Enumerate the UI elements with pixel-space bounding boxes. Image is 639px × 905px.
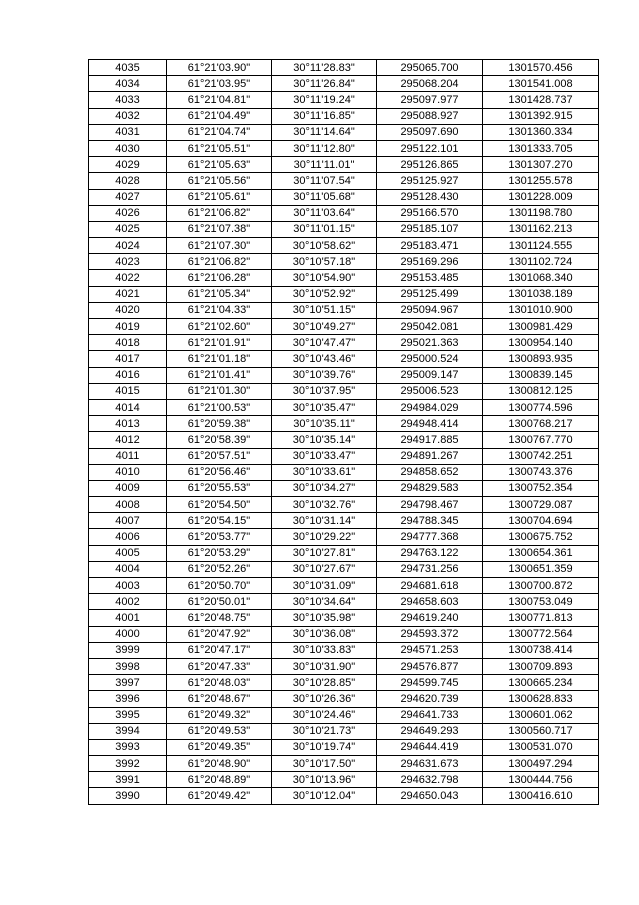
x-coordinate-cell: 295125.927 [377, 173, 483, 189]
y-coordinate-cell: 1300839.145 [483, 367, 599, 383]
latitude-cell: 61°21'05.56" [167, 173, 272, 189]
point-number-cell: 3992 [89, 756, 167, 772]
point-number-cell: 4000 [89, 626, 167, 642]
longitude-cell: 30°10'31.09" [272, 578, 377, 594]
latitude-cell: 61°20'53.29" [167, 545, 272, 561]
longitude-cell: 30°10'31.90" [272, 658, 377, 674]
y-coordinate-cell: 1300654.361 [483, 545, 599, 561]
longitude-cell: 30°10'35.11" [272, 416, 377, 432]
latitude-cell: 61°21'06.82" [167, 205, 272, 221]
point-number-cell: 4034 [89, 76, 167, 92]
longitude-cell: 30°11'05.68" [272, 189, 377, 205]
table-row [89, 140, 599, 156]
y-coordinate-cell: 1300651.359 [483, 561, 599, 577]
table-row [89, 642, 599, 658]
longitude-cell: 30°11'14.64" [272, 124, 377, 140]
longitude-cell: 30°10'33.47" [272, 448, 377, 464]
point-number-cell: 3990 [89, 788, 167, 804]
x-coordinate-cell: 295021.363 [377, 335, 483, 351]
y-coordinate-cell: 1301010.900 [483, 302, 599, 318]
y-coordinate-cell: 1300601.062 [483, 707, 599, 723]
y-coordinate-cell: 1300768.217 [483, 416, 599, 432]
x-coordinate-cell: 295097.977 [377, 92, 483, 108]
y-coordinate-cell: 1301360.334 [483, 124, 599, 140]
longitude-cell: 30°11'16.85" [272, 108, 377, 124]
point-number-cell: 4025 [89, 221, 167, 237]
table-row [89, 772, 599, 788]
y-coordinate-cell: 1301038.189 [483, 286, 599, 302]
y-coordinate-cell: 1300675.752 [483, 529, 599, 545]
y-coordinate-cell: 1300954.140 [483, 335, 599, 351]
y-coordinate-cell: 1300812.125 [483, 383, 599, 399]
latitude-cell: 61°20'48.90" [167, 756, 272, 772]
point-number-cell: 4030 [89, 140, 167, 156]
y-coordinate-cell: 1300743.376 [483, 464, 599, 480]
point-number-cell: 4029 [89, 157, 167, 173]
latitude-cell: 61°21'07.30" [167, 238, 272, 254]
x-coordinate-cell: 295185.107 [377, 221, 483, 237]
x-coordinate-cell: 295009.147 [377, 367, 483, 383]
longitude-cell: 30°10'17.50" [272, 756, 377, 772]
point-number-cell: 4027 [89, 189, 167, 205]
longitude-cell: 30°10'24.46" [272, 707, 377, 723]
longitude-cell: 30°10'28.85" [272, 675, 377, 691]
longitude-cell: 30°10'31.14" [272, 513, 377, 529]
y-coordinate-cell: 1300665.234 [483, 675, 599, 691]
point-number-cell: 4013 [89, 416, 167, 432]
point-number-cell: 4005 [89, 545, 167, 561]
latitude-cell: 61°21'06.28" [167, 270, 272, 286]
x-coordinate-cell: 295097.690 [377, 124, 483, 140]
table-row [89, 691, 599, 707]
longitude-cell: 30°10'43.46" [272, 351, 377, 367]
x-coordinate-cell: 294650.043 [377, 788, 483, 804]
table-row [89, 561, 599, 577]
longitude-cell: 30°11'03.64" [272, 205, 377, 221]
table-row [89, 157, 599, 173]
x-coordinate-cell: 294917.885 [377, 432, 483, 448]
point-number-cell: 4003 [89, 578, 167, 594]
point-number-cell: 4008 [89, 497, 167, 513]
latitude-cell: 61°20'50.70" [167, 578, 272, 594]
longitude-cell: 30°10'12.04" [272, 788, 377, 804]
longitude-cell: 30°11'07.54" [272, 173, 377, 189]
latitude-cell: 61°20'50.01" [167, 594, 272, 610]
y-coordinate-cell: 1301570.456 [483, 60, 599, 76]
x-coordinate-cell: 294632.798 [377, 772, 483, 788]
y-coordinate-cell: 1300752.354 [483, 480, 599, 496]
x-coordinate-cell: 295006.523 [377, 383, 483, 399]
point-number-cell: 4020 [89, 302, 167, 318]
point-number-cell: 4009 [89, 480, 167, 496]
x-coordinate-cell: 294658.603 [377, 594, 483, 610]
longitude-cell: 30°10'35.14" [272, 432, 377, 448]
point-number-cell: 3991 [89, 772, 167, 788]
x-coordinate-cell: 294858.652 [377, 464, 483, 480]
point-number-cell: 4023 [89, 254, 167, 270]
longitude-cell: 30°10'52.92" [272, 286, 377, 302]
longitude-cell: 30°11'12.80" [272, 140, 377, 156]
latitude-cell: 61°20'59.38" [167, 416, 272, 432]
y-coordinate-cell: 1300704.694 [483, 513, 599, 529]
y-coordinate-cell: 1300981.429 [483, 319, 599, 335]
y-coordinate-cell: 1300893.935 [483, 351, 599, 367]
latitude-cell: 61°20'47.92" [167, 626, 272, 642]
point-number-cell: 3995 [89, 707, 167, 723]
longitude-cell: 30°11'26.84" [272, 76, 377, 92]
y-coordinate-cell: 1300444.756 [483, 772, 599, 788]
x-coordinate-cell: 295068.204 [377, 76, 483, 92]
longitude-cell: 30°10'34.64" [272, 594, 377, 610]
longitude-cell: 30°10'33.83" [272, 642, 377, 658]
y-coordinate-cell: 1301307.270 [483, 157, 599, 173]
table-row [89, 270, 599, 286]
x-coordinate-cell: 294620.739 [377, 691, 483, 707]
table-row [89, 254, 599, 270]
y-coordinate-cell: 1300753.049 [483, 594, 599, 610]
longitude-cell: 30°10'27.67" [272, 561, 377, 577]
x-coordinate-cell: 294777.368 [377, 529, 483, 545]
table-row [89, 319, 599, 335]
x-coordinate-cell: 295126.865 [377, 157, 483, 173]
y-coordinate-cell: 1301124.555 [483, 238, 599, 254]
point-number-cell: 4002 [89, 594, 167, 610]
table-row [89, 675, 599, 691]
latitude-cell: 61°20'47.17" [167, 642, 272, 658]
table-row [89, 448, 599, 464]
x-coordinate-cell: 294576.877 [377, 658, 483, 674]
x-coordinate-cell: 295094.967 [377, 302, 483, 318]
table-row [89, 497, 599, 513]
latitude-cell: 61°21'01.91" [167, 335, 272, 351]
table-row [89, 707, 599, 723]
longitude-cell: 30°11'28.83" [272, 60, 377, 76]
point-number-cell: 4016 [89, 367, 167, 383]
table-row [89, 221, 599, 237]
latitude-cell: 61°20'48.89" [167, 772, 272, 788]
x-coordinate-cell: 294649.293 [377, 723, 483, 739]
longitude-cell: 30°10'32.76" [272, 497, 377, 513]
latitude-cell: 61°21'01.41" [167, 367, 272, 383]
point-number-cell: 4012 [89, 432, 167, 448]
table-row [89, 723, 599, 739]
point-number-cell: 3993 [89, 739, 167, 755]
table-row [89, 302, 599, 318]
coordinates-table-body [89, 60, 599, 805]
longitude-cell: 30°10'49.27" [272, 319, 377, 335]
x-coordinate-cell: 295153.485 [377, 270, 483, 286]
x-coordinate-cell: 295122.101 [377, 140, 483, 156]
x-coordinate-cell: 294631.673 [377, 756, 483, 772]
latitude-cell: 61°21'05.51" [167, 140, 272, 156]
latitude-cell: 61°20'58.39" [167, 432, 272, 448]
table-row [89, 92, 599, 108]
table-row [89, 76, 599, 92]
x-coordinate-cell: 294788.345 [377, 513, 483, 529]
longitude-cell: 30°10'26.36" [272, 691, 377, 707]
y-coordinate-cell: 1301541.008 [483, 76, 599, 92]
longitude-cell: 30°11'19.24" [272, 92, 377, 108]
y-coordinate-cell: 1300560.717 [483, 723, 599, 739]
y-coordinate-cell: 1300497.294 [483, 756, 599, 772]
point-number-cell: 4014 [89, 399, 167, 415]
table-row [89, 513, 599, 529]
table-row [89, 578, 599, 594]
table-row [89, 189, 599, 205]
latitude-cell: 61°20'49.53" [167, 723, 272, 739]
y-coordinate-cell: 1300729.087 [483, 497, 599, 513]
point-number-cell: 4021 [89, 286, 167, 302]
point-number-cell: 4006 [89, 529, 167, 545]
table-row [89, 108, 599, 124]
table-row [89, 529, 599, 545]
table-row [89, 739, 599, 755]
table-row [89, 480, 599, 496]
x-coordinate-cell: 294984.029 [377, 399, 483, 415]
longitude-cell: 30°10'34.27" [272, 480, 377, 496]
latitude-cell: 61°20'53.77" [167, 529, 272, 545]
y-coordinate-cell: 1301428.737 [483, 92, 599, 108]
table-row [89, 173, 599, 189]
y-coordinate-cell: 1300772.564 [483, 626, 599, 642]
y-coordinate-cell: 1300742.251 [483, 448, 599, 464]
latitude-cell: 61°21'05.63" [167, 157, 272, 173]
latitude-cell: 61°20'52.26" [167, 561, 272, 577]
point-number-cell: 4033 [89, 92, 167, 108]
coordinates-table [88, 59, 599, 805]
x-coordinate-cell: 295183.471 [377, 238, 483, 254]
table-row [89, 658, 599, 674]
y-coordinate-cell: 1301102.724 [483, 254, 599, 270]
point-number-cell: 4004 [89, 561, 167, 577]
latitude-cell: 61°21'07.38" [167, 221, 272, 237]
longitude-cell: 30°10'39.76" [272, 367, 377, 383]
latitude-cell: 61°20'49.42" [167, 788, 272, 804]
point-number-cell: 4001 [89, 610, 167, 626]
longitude-cell: 30°10'57.18" [272, 254, 377, 270]
x-coordinate-cell: 294731.256 [377, 561, 483, 577]
table-row [89, 124, 599, 140]
table-row [89, 416, 599, 432]
point-number-cell: 4035 [89, 60, 167, 76]
point-number-cell: 4019 [89, 319, 167, 335]
x-coordinate-cell: 294829.583 [377, 480, 483, 496]
point-number-cell: 4032 [89, 108, 167, 124]
latitude-cell: 61°21'05.34" [167, 286, 272, 302]
x-coordinate-cell: 294891.267 [377, 448, 483, 464]
point-number-cell: 4022 [89, 270, 167, 286]
y-coordinate-cell: 1300709.893 [483, 658, 599, 674]
x-coordinate-cell: 294644.419 [377, 739, 483, 755]
table-row [89, 205, 599, 221]
longitude-cell: 30°10'19.74" [272, 739, 377, 755]
y-coordinate-cell: 1300767.770 [483, 432, 599, 448]
table-row [89, 756, 599, 772]
latitude-cell: 61°21'03.90" [167, 60, 272, 76]
table-row [89, 399, 599, 415]
latitude-cell: 61°21'04.49" [167, 108, 272, 124]
y-coordinate-cell: 1300531.070 [483, 739, 599, 755]
latitude-cell: 61°20'47.33" [167, 658, 272, 674]
longitude-cell: 30°10'35.47" [272, 399, 377, 415]
longitude-cell: 30°10'29.22" [272, 529, 377, 545]
point-number-cell: 3996 [89, 691, 167, 707]
x-coordinate-cell: 295125.499 [377, 286, 483, 302]
table-row [89, 464, 599, 480]
table-row [89, 367, 599, 383]
longitude-cell: 30°10'13.96" [272, 772, 377, 788]
y-coordinate-cell: 1300700.872 [483, 578, 599, 594]
latitude-cell: 61°21'04.81" [167, 92, 272, 108]
table-row [89, 60, 599, 76]
latitude-cell: 61°20'49.32" [167, 707, 272, 723]
latitude-cell: 61°21'04.74" [167, 124, 272, 140]
longitude-cell: 30°10'36.08" [272, 626, 377, 642]
table-row [89, 610, 599, 626]
table-row [89, 238, 599, 254]
longitude-cell: 30°10'47.47" [272, 335, 377, 351]
table-row [89, 286, 599, 302]
latitude-cell: 61°21'02.60" [167, 319, 272, 335]
longitude-cell: 30°10'27.81" [272, 545, 377, 561]
longitude-cell: 30°10'54.90" [272, 270, 377, 286]
longitude-cell: 30°10'35.98" [272, 610, 377, 626]
x-coordinate-cell: 294798.467 [377, 497, 483, 513]
latitude-cell: 61°20'54.15" [167, 513, 272, 529]
table-row [89, 545, 599, 561]
point-number-cell: 4028 [89, 173, 167, 189]
x-coordinate-cell: 295128.430 [377, 189, 483, 205]
latitude-cell: 61°20'55.53" [167, 480, 272, 496]
latitude-cell: 61°21'04.33" [167, 302, 272, 318]
y-coordinate-cell: 1301198.780 [483, 205, 599, 221]
latitude-cell: 61°21'05.61" [167, 189, 272, 205]
longitude-cell: 30°10'37.95" [272, 383, 377, 399]
longitude-cell: 30°10'58.62" [272, 238, 377, 254]
point-number-cell: 4018 [89, 335, 167, 351]
point-number-cell: 3994 [89, 723, 167, 739]
point-number-cell: 4031 [89, 124, 167, 140]
x-coordinate-cell: 294641.733 [377, 707, 483, 723]
point-number-cell: 4007 [89, 513, 167, 529]
latitude-cell: 61°20'48.75" [167, 610, 272, 626]
point-number-cell: 4026 [89, 205, 167, 221]
x-coordinate-cell: 294599.745 [377, 675, 483, 691]
latitude-cell: 61°21'01.18" [167, 351, 272, 367]
table-row [89, 383, 599, 399]
point-number-cell: 4011 [89, 448, 167, 464]
table-row [89, 432, 599, 448]
longitude-cell: 30°10'33.61" [272, 464, 377, 480]
latitude-cell: 61°21'06.82" [167, 254, 272, 270]
x-coordinate-cell: 294763.122 [377, 545, 483, 561]
table-row [89, 788, 599, 804]
table-row [89, 626, 599, 642]
y-coordinate-cell: 1301228.009 [483, 189, 599, 205]
y-coordinate-cell: 1300416.610 [483, 788, 599, 804]
y-coordinate-cell: 1301333.705 [483, 140, 599, 156]
point-number-cell: 3997 [89, 675, 167, 691]
y-coordinate-cell: 1300738.414 [483, 642, 599, 658]
x-coordinate-cell: 294571.253 [377, 642, 483, 658]
table-row [89, 335, 599, 351]
x-coordinate-cell: 295000.524 [377, 351, 483, 367]
x-coordinate-cell: 294681.618 [377, 578, 483, 594]
latitude-cell: 61°20'56.46" [167, 464, 272, 480]
point-number-cell: 4017 [89, 351, 167, 367]
x-coordinate-cell: 294619.240 [377, 610, 483, 626]
point-number-cell: 3998 [89, 658, 167, 674]
x-coordinate-cell: 295065.700 [377, 60, 483, 76]
latitude-cell: 61°20'48.03" [167, 675, 272, 691]
latitude-cell: 61°21'00.53" [167, 399, 272, 415]
table-row [89, 594, 599, 610]
point-number-cell: 4015 [89, 383, 167, 399]
longitude-cell: 30°10'21.73" [272, 723, 377, 739]
x-coordinate-cell: 295042.081 [377, 319, 483, 335]
y-coordinate-cell: 1300628.833 [483, 691, 599, 707]
latitude-cell: 61°20'57.51" [167, 448, 272, 464]
latitude-cell: 61°21'01.30" [167, 383, 272, 399]
table-row [89, 351, 599, 367]
latitude-cell: 61°20'48.67" [167, 691, 272, 707]
y-coordinate-cell: 1301068.340 [483, 270, 599, 286]
point-number-cell: 4024 [89, 238, 167, 254]
latitude-cell: 61°20'49.35" [167, 739, 272, 755]
y-coordinate-cell: 1301255.578 [483, 173, 599, 189]
y-coordinate-cell: 1301392.915 [483, 108, 599, 124]
x-coordinate-cell: 294593.372 [377, 626, 483, 642]
latitude-cell: 61°20'54.50" [167, 497, 272, 513]
latitude-cell: 61°21'03.95" [167, 76, 272, 92]
longitude-cell: 30°11'01.15" [272, 221, 377, 237]
y-coordinate-cell: 1301162.213 [483, 221, 599, 237]
point-number-cell: 4010 [89, 464, 167, 480]
x-coordinate-cell: 295166.570 [377, 205, 483, 221]
y-coordinate-cell: 1300774.596 [483, 399, 599, 415]
point-number-cell: 3999 [89, 642, 167, 658]
longitude-cell: 30°11'11.01" [272, 157, 377, 173]
longitude-cell: 30°10'51.15" [272, 302, 377, 318]
y-coordinate-cell: 1300771.813 [483, 610, 599, 626]
x-coordinate-cell: 295088.927 [377, 108, 483, 124]
x-coordinate-cell: 294948.414 [377, 416, 483, 432]
x-coordinate-cell: 295169.296 [377, 254, 483, 270]
